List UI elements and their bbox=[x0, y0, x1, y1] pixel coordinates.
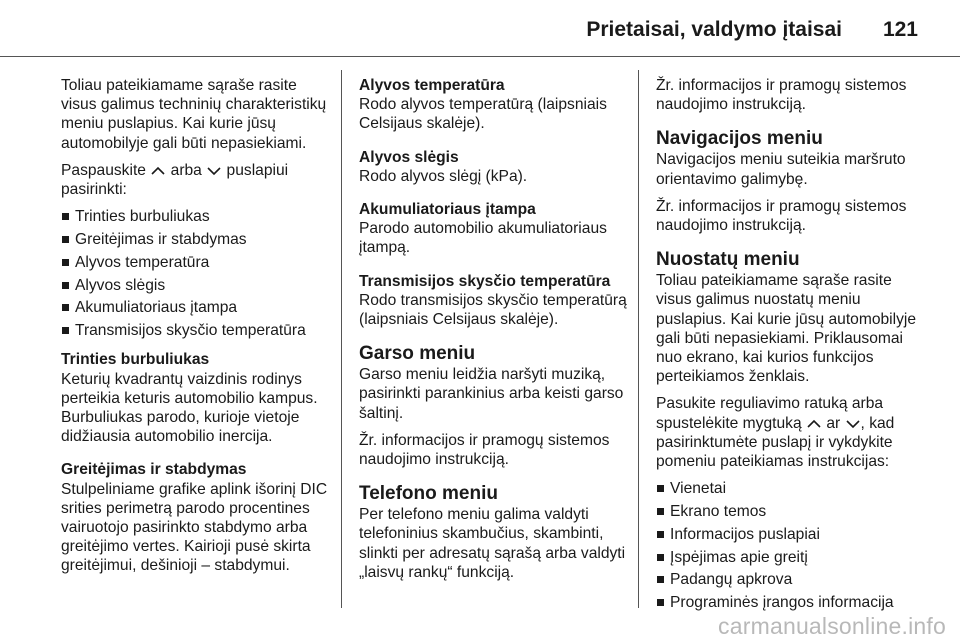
list-item: Vienetai bbox=[656, 479, 926, 498]
list-item: Trinties burbuliukas bbox=[61, 207, 336, 226]
oil-temp-text: Rodo alyvos temperatūrą (laipsniais Celsijaus skalėje). bbox=[359, 96, 607, 133]
nav-menu-text: Navigacijos meniu suteikia maršruto orientavimo galimybę. bbox=[656, 151, 906, 188]
battery-text: Parodo automobilio akumuliatoriaus įtampą. bbox=[359, 220, 607, 257]
oil-temp-heading: Alyvos temperatūra bbox=[359, 77, 505, 94]
column-divider bbox=[341, 70, 342, 608]
trans-heading: Transmisijos skysčio temperatūra bbox=[359, 272, 611, 290]
accel-heading: Greitėjimas ir stabdymas bbox=[61, 461, 247, 479]
intro-paragraph: Toliau pateikiamame sąraše rasite visus galimus techninių charakteristikų meniu puslapius. Kai kurie jūsų automobilyje gali būti nepasiekiami. bbox=[61, 77, 327, 152]
column-divider bbox=[638, 70, 639, 608]
list-item: Alyvos slėgis bbox=[61, 276, 336, 295]
settings-menu-text: Toliau pateikiamame sąraše rasite visus galimus nuostatų meniu puslapius. Kai kurie jūsų automobilyje gali būti nepasiekiami. Priklausomai nuo ekrano, kai kurios funkcijos perteikiamos ženklais. bbox=[656, 272, 917, 386]
friction-text: Keturių kvadrantų vaizdinis rodinys perteikia keturis automobilio kampus. Burbuliukas parodo, kurioje vietoje didžiausia automobilio inercija. bbox=[61, 370, 318, 446]
watermark: carmanualsonline.info bbox=[718, 613, 946, 639]
column-2 bbox=[359, 76, 634, 590]
column-3 bbox=[656, 76, 926, 622]
press-instruction: Paspauskite arba puslapiui pasirinkti: bbox=[61, 161, 289, 199]
phone-menu-text: Per telefono meniu galima valdyti telefoninius skambučius, skambinti, slinkti per adresatų sąrašą arba valdyti „laisvų rankų“ funkciją. bbox=[359, 506, 626, 581]
turn-instruction: Pasukite reguliavimo ratuką arba spustelėkite mygtuką ar , kad pasirinktumėte puslapį ir vykdykite pomeniu pateikiamas instrukcijas: bbox=[656, 395, 895, 471]
list-item: Programinės įrangos informacija bbox=[656, 593, 926, 612]
page-number: 121 bbox=[882, 18, 918, 41]
chevron-up-icon bbox=[806, 419, 822, 429]
trans-text: Rodo transmisijos skysčio temperatūrą (laipsniais Celsijaus skalėje). bbox=[359, 291, 627, 329]
battery-heading: Akumuliatoriaus įtampa bbox=[359, 201, 536, 219]
settings-pages-list bbox=[656, 479, 926, 612]
nav-reference: Žr. informacijos ir pramogų sistemos naudojimo instrukciją. bbox=[656, 197, 907, 235]
page-header bbox=[0, 0, 960, 56]
phone-menu-heading: Telefono meniu bbox=[359, 483, 498, 505]
header-rule bbox=[0, 56, 960, 57]
list-item: Įspėjimas apie greitį bbox=[656, 548, 926, 567]
nav-menu-heading: Navigacijos meniu bbox=[656, 128, 823, 150]
chevron-up-icon bbox=[150, 166, 166, 176]
list-item: Informacijos puslapiai bbox=[656, 525, 926, 544]
list-item: Greitėjimas ir stabdymas bbox=[61, 230, 336, 249]
audio-menu-text: Garso meniu leidžia naršyti muziką, pasirinkti parankinius arba keisti garso šaltinį. bbox=[359, 366, 624, 422]
list-item: Alyvos temperatūra bbox=[61, 253, 336, 272]
chevron-down-icon bbox=[206, 166, 222, 176]
oil-press-heading: Alyvos slėgis bbox=[359, 148, 459, 166]
list-item: Transmisijos skysčio temperatūra bbox=[61, 321, 336, 340]
audio-reference: Žr. informacijos ir pramogų sistemos naudojimo instrukciją. bbox=[359, 431, 610, 469]
oil-press-text: Rodo alyvos slėgį (kPa). bbox=[359, 167, 528, 185]
accel-text: Stulpeliniame grafike aplink išorinį DIC srities perimetrą parodo procentines vairuotojo pasirinkto stabdymo arba greitėjimo vertes. Kairioji pusė skirta greitėjimui, dešinioji – stabdymui. bbox=[61, 480, 328, 575]
list-item: Akumuliatoriaus įtampa bbox=[61, 298, 336, 317]
header-title: Prietaisai, valdymo įtaisai bbox=[586, 18, 842, 41]
chevron-down-icon bbox=[845, 419, 861, 429]
list-item: Padangų apkrova bbox=[656, 570, 926, 589]
tech-pages-list bbox=[61, 207, 336, 340]
friction-heading: Trinties burbuliukas bbox=[61, 351, 210, 369]
settings-menu-heading: Nuostatų meniu bbox=[656, 249, 800, 271]
column-1 bbox=[61, 76, 336, 584]
list-item: Ekrano temos bbox=[656, 502, 926, 521]
phone-reference: Žr. informacijos ir pramogų sistemos naudojimo instrukciją. bbox=[656, 77, 907, 114]
audio-menu-heading: Garso meniu bbox=[359, 343, 476, 365]
